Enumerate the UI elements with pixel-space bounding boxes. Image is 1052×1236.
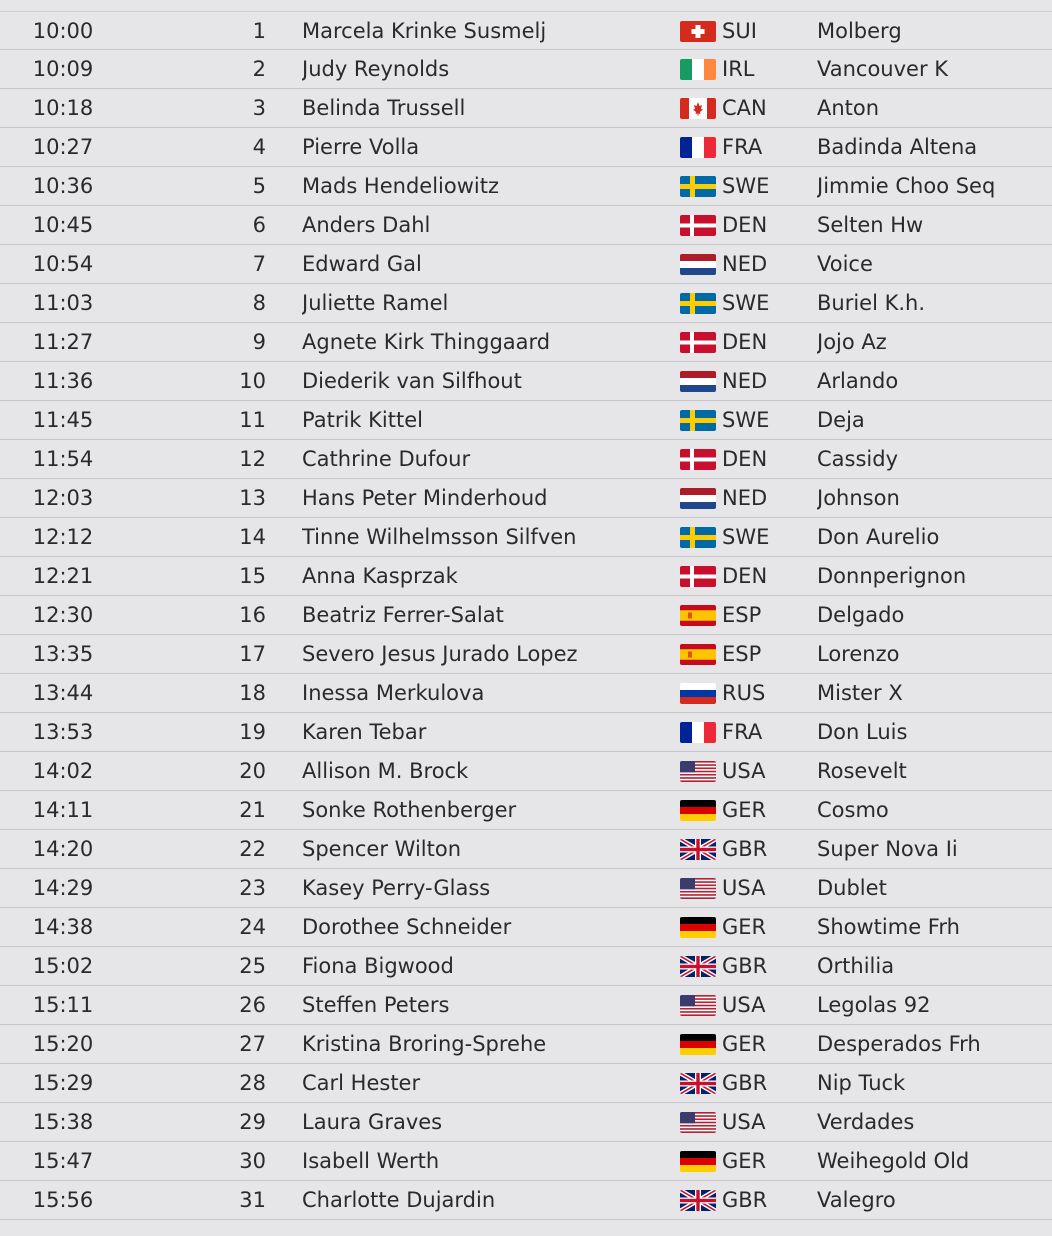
table-row — [0, 167, 1052, 206]
start-order: 5 — [252, 174, 266, 198]
nation-code: USA — [722, 993, 766, 1017]
sweden-flag-icon — [680, 293, 716, 314]
table-row — [0, 323, 1052, 362]
usa-flag-icon — [680, 995, 716, 1016]
rider-name: Pierre Volla — [302, 135, 420, 159]
netherlands-flag-icon — [680, 488, 716, 509]
start-time: 14:38 — [32, 915, 94, 939]
nation-code: RUS — [722, 681, 766, 705]
germany-flag-icon — [680, 917, 716, 938]
nation-code: GER — [722, 1032, 767, 1056]
table-row — [0, 635, 1052, 674]
start-time: 15:11 — [32, 993, 94, 1017]
start-time: 12:12 — [32, 525, 94, 549]
start-order: 25 — [239, 954, 266, 978]
table-row — [0, 50, 1052, 89]
table-row — [0, 1181, 1052, 1220]
table-row — [0, 245, 1052, 284]
horse-name: Cassidy — [817, 447, 899, 471]
horse-name: Cosmo — [817, 798, 889, 822]
table-row — [0, 440, 1052, 479]
horse-name: Legolas 92 — [817, 993, 931, 1017]
horse-name: Jimmie Choo Seq — [817, 174, 996, 198]
horse-name: Buriel K.h. — [817, 291, 926, 315]
uk-flag-icon — [680, 1073, 716, 1094]
nation-code: GER — [722, 1149, 767, 1173]
start-time: 11:27 — [32, 330, 94, 354]
nation-code: FRA — [722, 720, 763, 744]
denmark-flag-icon — [680, 215, 716, 236]
rider-name: Inessa Merkulova — [302, 681, 485, 705]
start-time: 11:36 — [32, 369, 94, 393]
table-row — [0, 284, 1052, 323]
rider-name: Marcela Krinke Susmelj — [302, 19, 547, 43]
table-row — [0, 1064, 1052, 1103]
horse-name: Dublet — [817, 876, 887, 900]
nation-code: SUI — [722, 19, 757, 43]
start-order: 16 — [239, 603, 266, 627]
start-order: 2 — [252, 57, 266, 81]
rider-name: Dorothee Schneider — [302, 915, 512, 939]
horse-name: Rosevelt — [817, 759, 907, 783]
horse-name: Don Luis — [817, 720, 908, 744]
horse-name: Delgado — [817, 603, 905, 627]
rider-name: Karen Tebar — [302, 720, 427, 744]
rider-name: Mads Hendeliowitz — [302, 174, 499, 198]
start-time: 14:29 — [32, 876, 94, 900]
start-time: 11:54 — [32, 447, 94, 471]
nation-code: GBR — [722, 1188, 768, 1212]
nation-code: ESP — [722, 642, 762, 666]
uk-flag-icon — [680, 1190, 716, 1211]
rider-name: Spencer Wilton — [302, 837, 462, 861]
start-time: 12:30 — [32, 603, 94, 627]
start-time: 15:29 — [32, 1071, 94, 1095]
nation-code: GBR — [722, 1071, 768, 1095]
start-order: 8 — [252, 291, 266, 315]
start-order: 24 — [239, 915, 266, 939]
france-flag-icon — [680, 137, 716, 158]
start-time: 13:44 — [32, 681, 94, 705]
table-row — [0, 11, 1052, 50]
denmark-flag-icon — [680, 566, 716, 587]
start-time: 15:20 — [32, 1032, 94, 1056]
nation-code: SWE — [722, 174, 770, 198]
rider-name: Hans Peter Minderhoud — [302, 486, 548, 510]
start-order: 1 — [252, 19, 266, 43]
horse-name: Nip Tuck — [817, 1071, 906, 1095]
start-time: 14:11 — [32, 798, 94, 822]
table-row — [0, 518, 1052, 557]
rider-name: Diederik van Silfhout — [302, 369, 522, 393]
horse-name: Vancouver K — [817, 57, 949, 81]
germany-flag-icon — [680, 1151, 716, 1172]
start-order: 22 — [239, 837, 266, 861]
rider-name: Anna Kasprzak — [302, 564, 458, 588]
rider-name: Allison M. Brock — [302, 759, 469, 783]
usa-flag-icon — [680, 761, 716, 782]
usa-flag-icon — [680, 1112, 716, 1133]
rider-name: Carl Hester — [302, 1071, 421, 1095]
start-order: 19 — [239, 720, 266, 744]
table-row — [0, 206, 1052, 245]
start-order: 20 — [239, 759, 266, 783]
nation-code: DEN — [722, 213, 768, 237]
start-time: 15:56 — [32, 1188, 94, 1212]
horse-name: Anton — [817, 96, 880, 120]
nation-code: SWE — [722, 408, 770, 432]
table-row — [0, 830, 1052, 869]
horse-name: Don Aurelio — [817, 525, 940, 549]
horse-name: Deja — [817, 408, 865, 432]
rider-name: Tinne Wilhelmsson Silfven — [302, 525, 577, 549]
start-order: 6 — [252, 213, 266, 237]
sweden-flag-icon — [680, 410, 716, 431]
table-row — [0, 362, 1052, 401]
rider-name: Kasey Perry-Glass — [302, 876, 491, 900]
nation-code: USA — [722, 876, 766, 900]
table-row — [0, 1025, 1052, 1064]
table-row — [0, 791, 1052, 830]
horse-name: Voice — [817, 252, 873, 276]
nation-code: NED — [722, 252, 768, 276]
horse-name: Selten Hw — [817, 213, 924, 237]
nation-code: NED — [722, 369, 768, 393]
start-time: 14:20 — [32, 837, 94, 861]
canada-flag-icon — [680, 98, 716, 119]
horse-name: Verdades — [817, 1110, 915, 1134]
start-order: 9 — [252, 330, 266, 354]
rider-name: Sonke Rothenberger — [302, 798, 517, 822]
horse-name: Jojo Az — [817, 330, 887, 354]
horse-name: Orthilia — [817, 954, 895, 978]
rider-name: Kristina Broring-Sprehe — [302, 1032, 547, 1056]
france-flag-icon — [680, 722, 716, 743]
table-row — [0, 947, 1052, 986]
nation-code: DEN — [722, 330, 768, 354]
nation-code: GBR — [722, 954, 768, 978]
start-order: 7 — [252, 252, 266, 276]
sweden-flag-icon — [680, 527, 716, 548]
start-order: 14 — [239, 525, 266, 549]
nation-code: IRL — [722, 57, 755, 81]
start-order: 23 — [239, 876, 266, 900]
start-time: 10:00 — [32, 19, 94, 43]
horse-name: Molberg — [817, 19, 902, 43]
horse-name: Arlando — [817, 369, 899, 393]
uk-flag-icon — [680, 956, 716, 977]
rider-name: Laura Graves — [302, 1110, 443, 1134]
table-row — [0, 986, 1052, 1025]
start-time: 10:45 — [32, 213, 94, 237]
switzerland-flag-icon — [680, 21, 716, 42]
horse-name: Super Nova Ii — [817, 837, 958, 861]
nation-code: DEN — [722, 564, 768, 588]
table-row — [0, 89, 1052, 128]
nation-code: GER — [722, 915, 767, 939]
table-row — [0, 713, 1052, 752]
rider-name: Judy Reynolds — [302, 57, 450, 81]
nation-code: DEN — [722, 447, 768, 471]
spain-flag-icon — [680, 644, 716, 665]
start-order: 13 — [239, 486, 266, 510]
nation-code: GBR — [722, 837, 768, 861]
nation-code: FRA — [722, 135, 763, 159]
rider-name: Cathrine Dufour — [302, 447, 471, 471]
horse-name: Donnperignon — [817, 564, 967, 588]
horse-name: Lorenzo — [817, 642, 900, 666]
table-row — [0, 479, 1052, 518]
rider-name: Severo Jesus Jurado Lopez — [302, 642, 578, 666]
start-order: 18 — [239, 681, 266, 705]
rider-name: Beatriz Ferrer-Salat — [302, 603, 504, 627]
start-time: 12:21 — [32, 564, 94, 588]
start-order: 17 — [239, 642, 266, 666]
table-row — [0, 752, 1052, 791]
nation-code: CAN — [722, 96, 767, 120]
start-order: 28 — [239, 1071, 266, 1095]
rider-name: Anders Dahl — [302, 213, 431, 237]
start-time: 15:02 — [32, 954, 94, 978]
nation-code: NED — [722, 486, 768, 510]
nation-code: SWE — [722, 291, 770, 315]
start-order: 31 — [239, 1188, 266, 1212]
start-time: 10:09 — [32, 57, 94, 81]
usa-flag-icon — [680, 878, 716, 899]
horse-name: Showtime Frh — [817, 915, 960, 939]
uk-flag-icon — [680, 839, 716, 860]
horse-name: Valegro — [817, 1188, 896, 1212]
horse-name: Johnson — [817, 486, 900, 510]
start-time: 11:03 — [32, 291, 94, 315]
horse-name: Desperados Frh — [817, 1032, 981, 1056]
table-row — [0, 1103, 1052, 1142]
horse-name: Weihegold Old — [817, 1149, 970, 1173]
start-time: 12:03 — [32, 486, 94, 510]
start-time: 11:45 — [32, 408, 94, 432]
table-row — [0, 1142, 1052, 1181]
germany-flag-icon — [680, 800, 716, 821]
nation-code: ESP — [722, 603, 762, 627]
nation-code: GER — [722, 798, 767, 822]
nation-code: USA — [722, 1110, 766, 1134]
netherlands-flag-icon — [680, 371, 716, 392]
rider-name: Belinda Trussell — [302, 96, 466, 120]
nation-code: USA — [722, 759, 766, 783]
start-order: 10 — [239, 369, 266, 393]
start-order: 29 — [239, 1110, 266, 1134]
nation-code: SWE — [722, 525, 770, 549]
table-row — [0, 128, 1052, 167]
table-row — [0, 596, 1052, 635]
start-time: 10:54 — [32, 252, 94, 276]
start-time: 14:02 — [32, 759, 94, 783]
start-time: 13:53 — [32, 720, 94, 744]
russia-flag-icon — [680, 683, 716, 704]
horse-name: Badinda Altena — [817, 135, 978, 159]
denmark-flag-icon — [680, 449, 716, 470]
table-row — [0, 557, 1052, 596]
start-order: 26 — [239, 993, 266, 1017]
horse-name: Mister X — [817, 681, 903, 705]
start-time: 15:47 — [32, 1149, 94, 1173]
denmark-flag-icon — [680, 332, 716, 353]
start-time: 10:36 — [32, 174, 94, 198]
rider-name: Edward Gal — [302, 252, 422, 276]
rider-name: Agnete Kirk Thinggaard — [302, 330, 551, 354]
start-time: 13:35 — [32, 642, 94, 666]
table-row — [0, 869, 1052, 908]
rider-name: Steffen Peters — [302, 993, 450, 1017]
start-order: 3 — [252, 96, 266, 120]
spain-flag-icon — [680, 605, 716, 626]
start-order: 12 — [239, 447, 266, 471]
ireland-flag-icon — [680, 59, 716, 80]
sweden-flag-icon — [680, 176, 716, 197]
start-time: 10:18 — [32, 96, 94, 120]
table-row — [0, 401, 1052, 440]
start-order: 21 — [239, 798, 266, 822]
start-order: 15 — [239, 564, 266, 588]
rider-name: Patrik Kittel — [302, 408, 423, 432]
rider-name: Juliette Ramel — [302, 291, 449, 315]
rider-name: Fiona Bigwood — [302, 954, 454, 978]
start-order: 30 — [239, 1149, 266, 1173]
table-row — [0, 908, 1052, 947]
table-row — [0, 674, 1052, 713]
germany-flag-icon — [680, 1034, 716, 1055]
start-time: 10:27 — [32, 135, 94, 159]
rider-name: Charlotte Dujardin — [302, 1188, 496, 1212]
netherlands-flag-icon — [680, 254, 716, 275]
rider-name: Isabell Werth — [302, 1149, 440, 1173]
start-order: 27 — [239, 1032, 266, 1056]
start-order: 4 — [252, 135, 266, 159]
start-order: 11 — [239, 408, 266, 432]
start-time: 15:38 — [32, 1110, 94, 1134]
